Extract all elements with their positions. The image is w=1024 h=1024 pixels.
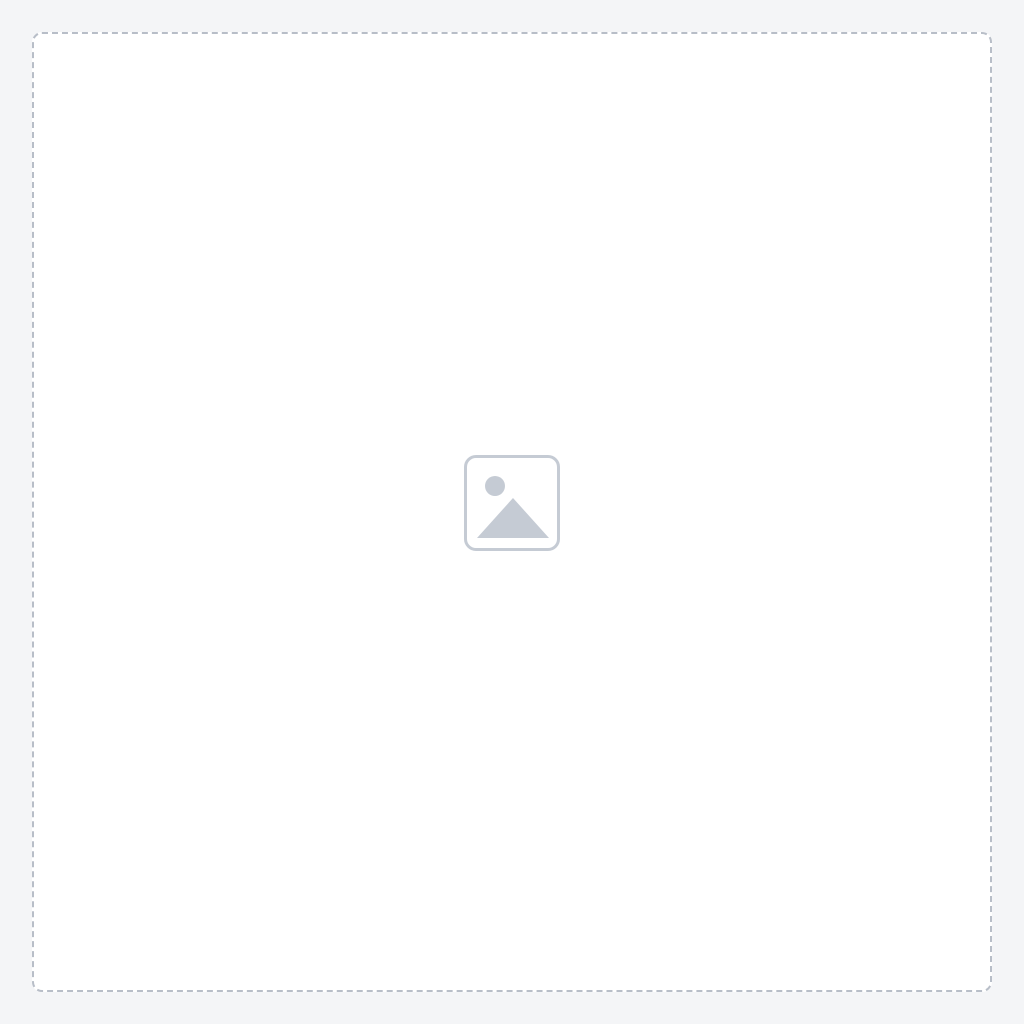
placeholder-frame [32,32,992,992]
image-placeholder-icon [464,455,560,551]
